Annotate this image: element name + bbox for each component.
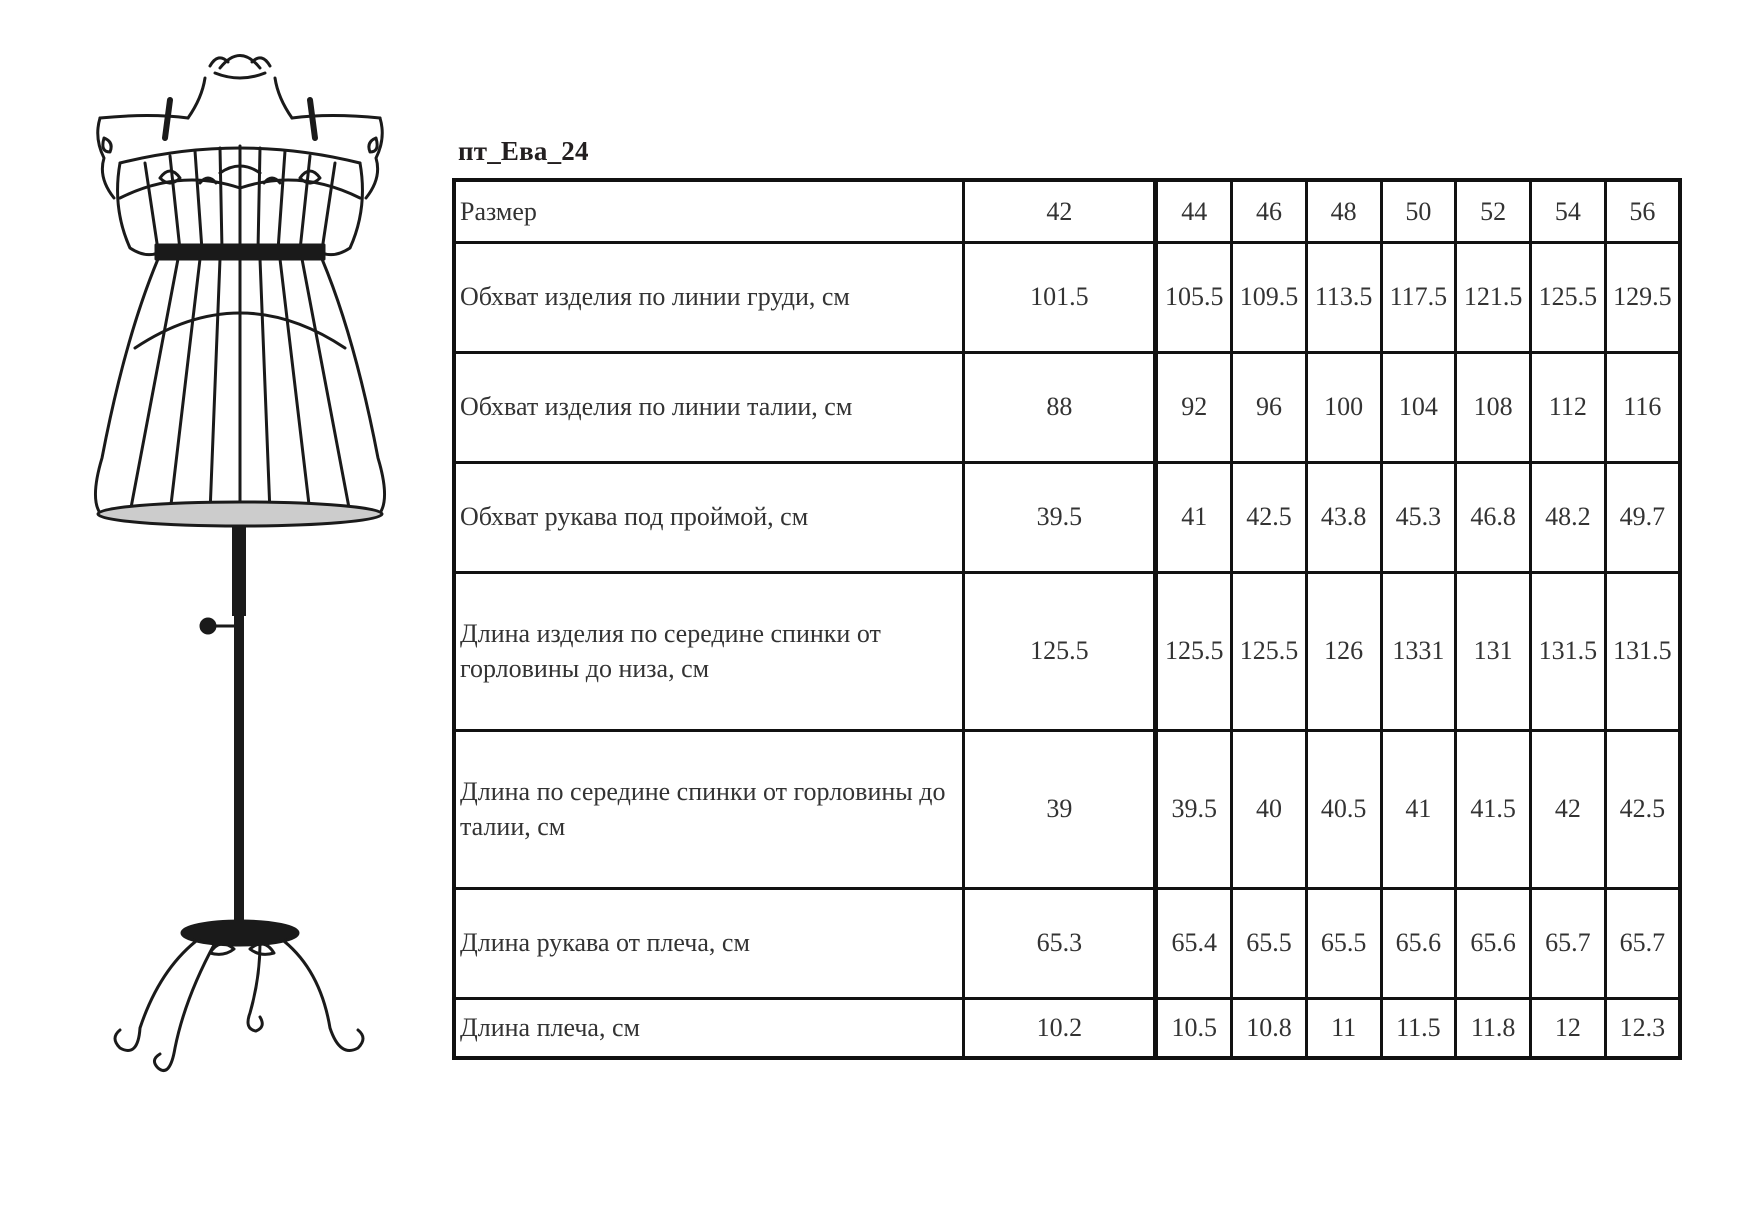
table-cell: 41 <box>1156 462 1232 572</box>
row-label: Длина по середине спинки от горловины до талии, см <box>454 730 964 888</box>
table-cell: 116 <box>1605 352 1680 462</box>
table-cell: 117.5 <box>1381 242 1456 352</box>
size-chart-table <box>452 178 1682 1060</box>
size-header-cell: 42 <box>964 180 1156 242</box>
row-label: Обхват изделия по линии груди, см <box>454 242 964 352</box>
size-header-cell: 50 <box>1381 180 1456 242</box>
table-cell: 41.5 <box>1456 730 1531 888</box>
table-cell: 12 <box>1530 998 1605 1058</box>
table-cell: 96 <box>1232 352 1307 462</box>
table-cell: 43.8 <box>1306 462 1381 572</box>
table-cell: 65.7 <box>1605 888 1680 998</box>
table-cell: 125.5 <box>964 572 1156 730</box>
table-cell: 39.5 <box>964 462 1156 572</box>
table-cell: 112 <box>1530 352 1605 462</box>
table-row <box>454 572 1680 730</box>
table-cell: 104 <box>1381 352 1456 462</box>
table-cell: 1331 <box>1381 572 1456 730</box>
table-cell: 125.5 <box>1156 572 1232 730</box>
table-cell: 65.6 <box>1381 888 1456 998</box>
table-cell: 41 <box>1381 730 1456 888</box>
table-cell: 46.8 <box>1456 462 1531 572</box>
table-cell: 109.5 <box>1232 242 1307 352</box>
table-cell: 10.8 <box>1232 998 1307 1058</box>
table-cell: 131.5 <box>1605 572 1680 730</box>
table-cell: 88 <box>964 352 1156 462</box>
table-cell: 12.3 <box>1605 998 1680 1058</box>
table-cell: 125.5 <box>1232 572 1307 730</box>
row-label: Длина плеча, см <box>454 998 964 1058</box>
document-title: пт_Ева_24 <box>458 136 589 166</box>
table-cell: 92 <box>1156 352 1232 462</box>
table-cell: 131.5 <box>1530 572 1605 730</box>
table-cell: 65.5 <box>1306 888 1381 998</box>
wire-mannequin-illustration <box>90 38 390 1208</box>
table-cell: 11 <box>1306 998 1381 1058</box>
size-header-cell: 52 <box>1456 180 1531 242</box>
table-cell: 125.5 <box>1530 242 1605 352</box>
table-cell: 105.5 <box>1156 242 1232 352</box>
table-cell: 40.5 <box>1306 730 1381 888</box>
row-label: Длина изделия по середине спинки от горловины до низа, см <box>454 572 964 730</box>
table-row <box>454 462 1680 572</box>
table-cell: 42.5 <box>1232 462 1307 572</box>
table-cell: 45.3 <box>1381 462 1456 572</box>
table-cell: 40 <box>1232 730 1307 888</box>
row-label: Длина рукава от плеча, см <box>454 888 964 998</box>
table-row <box>454 730 1680 888</box>
table-cell: 42 <box>1530 730 1605 888</box>
table-cell: 42.5 <box>1605 730 1680 888</box>
table-cell: 121.5 <box>1456 242 1531 352</box>
header-label-size: Размер <box>454 180 964 242</box>
table-cell: 129.5 <box>1605 242 1680 352</box>
row-label: Обхват рукава под проймой, см <box>454 462 964 572</box>
table-row <box>454 242 1680 352</box>
size-header-cell: 54 <box>1530 180 1605 242</box>
table-cell: 108 <box>1456 352 1531 462</box>
table-cell: 48.2 <box>1530 462 1605 572</box>
size-header-cell: 46 <box>1232 180 1307 242</box>
table-row <box>454 998 1680 1058</box>
table-cell: 65.4 <box>1156 888 1232 998</box>
table-cell: 100 <box>1306 352 1381 462</box>
table-row <box>454 352 1680 462</box>
table-cell: 131 <box>1456 572 1531 730</box>
table-cell: 65.5 <box>1232 888 1307 998</box>
table-cell: 113.5 <box>1306 242 1381 352</box>
table-cell: 126 <box>1306 572 1381 730</box>
size-header-cell: 48 <box>1306 180 1381 242</box>
size-header-cell: 44 <box>1156 180 1232 242</box>
size-header-cell: 56 <box>1605 180 1680 242</box>
table-cell: 10.2 <box>964 998 1156 1058</box>
table-cell: 39.5 <box>1156 730 1232 888</box>
table-cell: 65.3 <box>964 888 1156 998</box>
table-cell: 49.7 <box>1605 462 1680 572</box>
table-row <box>454 888 1680 998</box>
table-cell: 11.8 <box>1456 998 1531 1058</box>
table-cell: 65.6 <box>1456 888 1531 998</box>
table-cell: 10.5 <box>1156 998 1232 1058</box>
row-label: Обхват изделия по линии талии, см <box>454 352 964 462</box>
table-cell: 39 <box>964 730 1156 888</box>
table-header-row <box>454 180 1680 242</box>
table-cell: 65.7 <box>1530 888 1605 998</box>
table-cell: 11.5 <box>1381 998 1456 1058</box>
table-cell: 101.5 <box>964 242 1156 352</box>
